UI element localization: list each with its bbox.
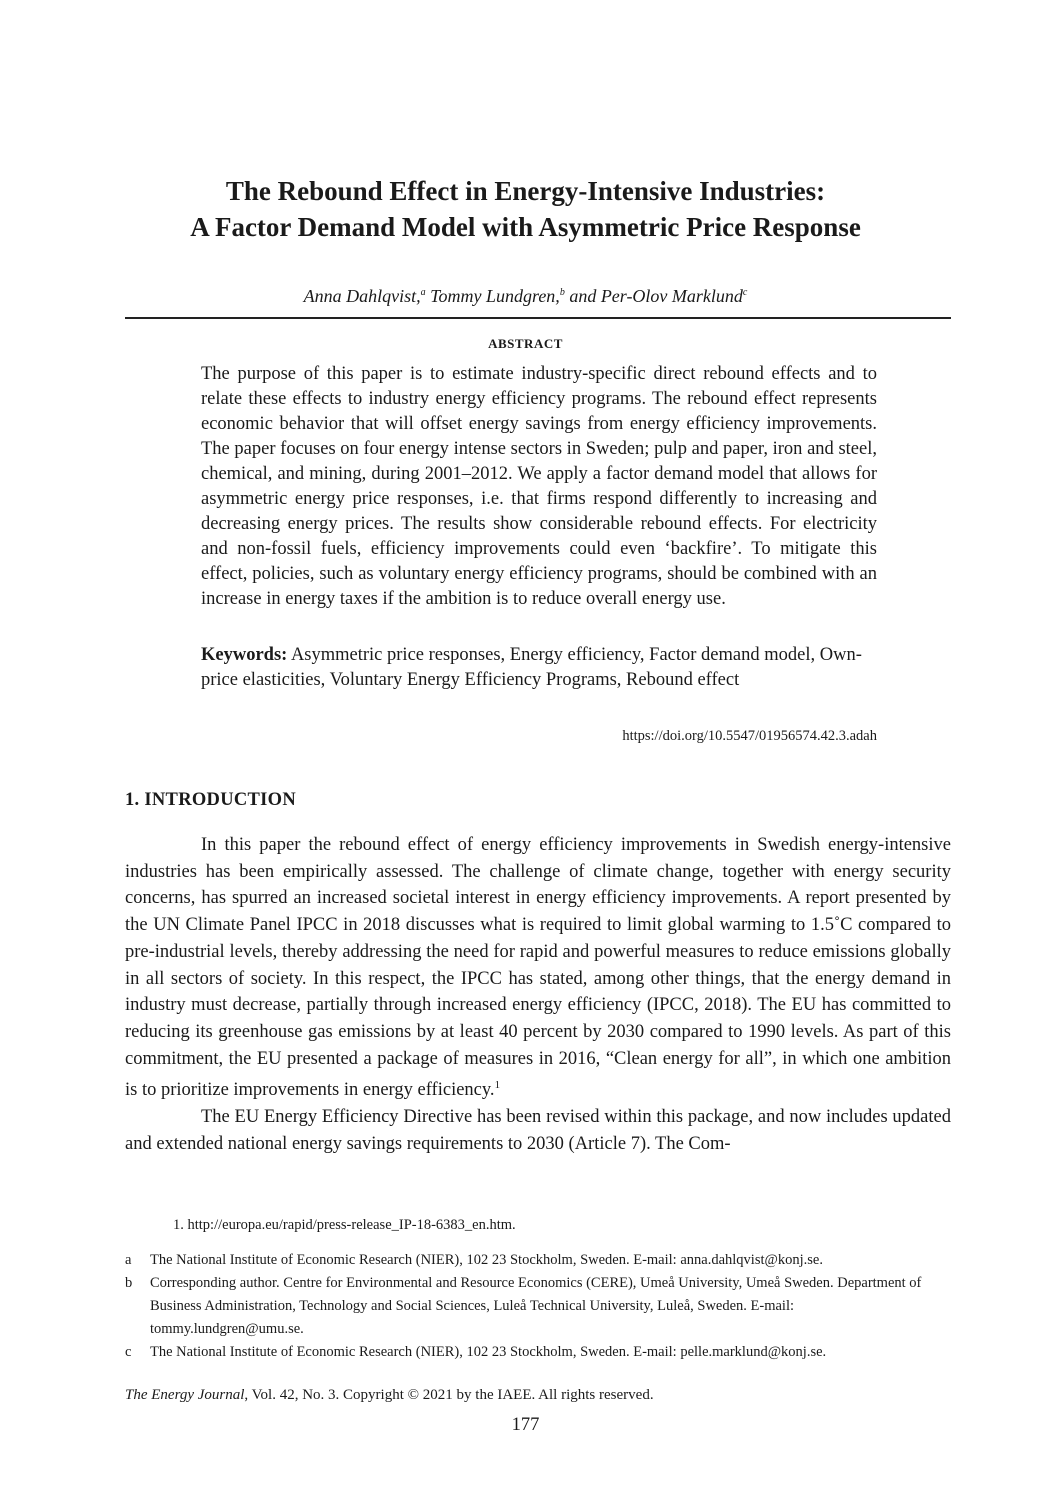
doi-link[interactable]: https://doi.org/10.5547/01956574.42.3.adah: [622, 728, 877, 744]
footnote-ref[interactable]: 1: [494, 1079, 501, 1092]
affiliation-text: Corresponding author. Centre for Environmental and Resource Economics (CERE), Umeå University, Umeå Sweden. Department of Business Administration, Technology and Social Sciences, Luleå Technical University, Luleå, Sweden. E-mail: tommy.lundgren@umu.se.: [150, 1275, 922, 1337]
header-rule: [125, 317, 951, 319]
affiliation-mark: c: [125, 1344, 132, 1360]
page-number: 177: [511, 1415, 540, 1435]
paragraph: [125, 832, 951, 1104]
section-heading: 1. INTRODUCTION: [125, 790, 297, 810]
paper-title: [0, 173, 1051, 245]
affiliation-text: The National Institute of Economic Research (NIER), 102 23 Stockholm, Sweden. E-mail: anna.dahlqvist@konj.se.: [150, 1252, 823, 1268]
abstract-text: The purpose of this paper is to estimate industry-specific direct rebound effects and to relate these effects to industry energy efficiency programs. The rebound effect represents economic behavior that will offset energy savings from energy efficiency improvements. The paper focuses on four energy intense sectors in Sweden; pulp and paper, iron and steel, chemical, and mining, during 2001–2012. We apply a factor demand model that allows for asymmetric energy price responses, i.e. that firms respond differently to increasing and decreasing energy prices. The results show considerable rebound effects. For electricity and non-fossil fuels, efficiency improvements could even ‘backfire’. To mitigate this effect, policies, such as voluntary energy efficiency programs, should be combined with an increase in energy taxes if the ambition is to reduce overall energy use.: [201, 364, 877, 609]
title-line-2: A Factor Demand Model with Asymmetric Price Response: [190, 212, 861, 242]
affiliation-item: [125, 1341, 951, 1364]
author-name: Anna Dahlqvist,: [303, 286, 421, 306]
keywords: [201, 643, 877, 693]
abstract-heading: ABSTRACT: [488, 336, 563, 351]
affiliation-mark: a: [420, 287, 426, 298]
author-list: [0, 280, 1051, 309]
affiliation-text: The National Institute of Economic Research (NIER), 102 23 Stockholm, Sweden. E-mail: pelle.marklund@konj.se.: [150, 1344, 827, 1360]
title-line-1: The Rebound Effect in Energy-Intensive Industries:: [225, 176, 826, 206]
affiliation-item: [125, 1249, 951, 1272]
paragraph: The EU Energy Efficiency Directive has been revised within this package, and now includes updated and extended national energy savings requirements to 2030 (Article 7). The Com-: [125, 1107, 951, 1154]
author-name: and Per-Olov Marklund: [569, 286, 743, 306]
body-text: [125, 832, 951, 1158]
affiliation-list: [125, 1249, 951, 1364]
affiliation-mark: a: [125, 1252, 132, 1268]
author-name: Tommy Lundgren,: [430, 286, 560, 306]
affiliation-mark: c: [742, 287, 748, 298]
affiliation-mark: b: [125, 1275, 133, 1291]
affiliation-mark: b: [559, 287, 565, 298]
journal-name: The Energy Journal: [125, 1387, 245, 1403]
paragraph-text: In this paper the rebound effect of energy efficiency improvements in Swedish energy-intensive industries has been empirically assessed. The challenge of climate change, together with energy security concerns, has spurred an increased societal interest in energy efficiency improvements. A report presented by the UN Climate Panel IPCC in 2018 discusses what is required to limit global warming to 1.5˚C compared to pre-industrial levels, thereby addressing the need for rapid and powerful measures to reduce emissions globally in all sectors of society. In this respect, the IPCC has stated, among other things, that the energy demand in industry must decrease, partially through increased energy efficiency (IPCC, 2018). The EU has committed to reducing its greenhouse gas emissions by at least 40 percent by 2030 compared to 1990 levels. As part of this commitment, the EU presented a package of measures in 2016, “Clean energy for all”, in which one ambition is to prioritize improvements in energy efficiency.: [125, 835, 951, 1101]
footnote: 1. http://europa.eu/rapid/press-release_IP-18-6383_en.htm.: [173, 1217, 516, 1233]
affiliation-item: [125, 1272, 951, 1341]
copyright-text: , Vol. 42, No. 3. Copyright © 2021 by the IAEE. All rights reserved.: [244, 1387, 654, 1403]
keywords-label: Keywords:: [201, 645, 288, 665]
journal-footer: [125, 1385, 654, 1405]
keywords-list: Asymmetric price responses, Energy efficiency, Factor demand model, Own-price elasticities, Voluntary Energy Efficiency Programs, Rebound effect: [201, 645, 862, 690]
